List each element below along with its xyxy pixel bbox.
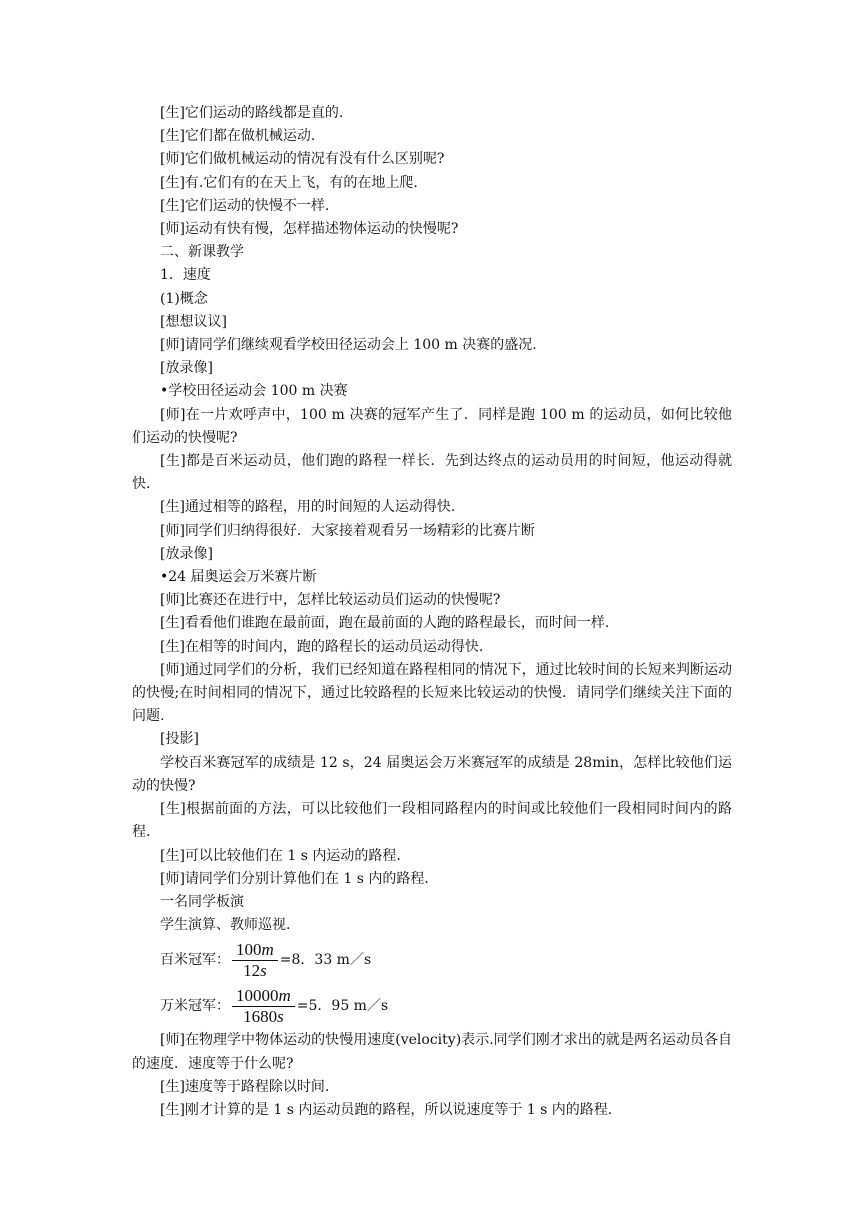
subsection-heading: (1)概念: [160, 290, 208, 307]
paragraph: [生]速度等于路程除以时间.: [160, 1078, 330, 1095]
paragraph: [想想议议]: [160, 313, 227, 330]
paragraph: 学生演算、教师巡视.: [160, 917, 291, 934]
paragraph: [生]看看他们谁跑在最前面，跑在最前面的人跑的路程最长，而时间一样.: [160, 615, 610, 632]
fraction: [232, 986, 295, 1027]
paragraph: •学校田径运动会 100 m 决赛: [160, 383, 348, 400]
paragraph: [师]它们做机械运动的情况有没有什么区别呢?: [160, 151, 445, 168]
subsection-heading: 1．速度: [160, 267, 211, 284]
paragraph: [生]在相等的时间内，跑的路程长的运动员运动得快.: [160, 638, 484, 655]
fraction-numerator: 10000m: [232, 986, 295, 1007]
paragraph: [师]请同学们分别计算他们在 1 s 内的路程.: [160, 870, 429, 887]
paragraph: [生]通过相等的路程，用的时间短的人运动得快.: [160, 499, 456, 516]
paragraph: [生]刚才计算的是 1 s 内运动员跑的路程，所以说速度等于 1 s 内的路程.: [160, 1101, 613, 1118]
fraction-numerator: 100m: [232, 940, 278, 961]
fraction-denominator: 1680s: [243, 1006, 284, 1026]
paragraph: [放录像]: [160, 360, 213, 377]
paragraph: [生]根据前面的方法，可以比较他们一段相同路程内的时间或比较他们一段相同时间内的路程.: [132, 801, 732, 841]
fraction: [232, 940, 278, 981]
document-body: [132, 102, 732, 1122]
paragraph: 一名同学板演: [160, 893, 244, 910]
formula-label: 百米冠军：: [160, 951, 230, 968]
paragraph: [师]在一片欢呼声中，100 m 决赛的冠军产生了．同样是跑 100 m 的运动员，如何比较他们运动的快慢呢?: [132, 406, 732, 446]
paragraph: [生]都是百米运动员，他们跑的路程一样长．先到达终点的运动员用的时间短，他运动得就快.: [132, 453, 732, 493]
fraction-denominator: 12s: [243, 960, 267, 980]
formula-label: 万米冠军：: [160, 997, 230, 1014]
paragraph: [师]通过同学们的分析，我们已经知道在路程相同的情况下，通过比较时间的长短来判断运动的快慢;在时间相同的情况下，通过比较路程的长短来比较运动的快慢．请同学们继续关注下面的问题.: [132, 661, 732, 725]
section-heading: 二、新课教学: [160, 244, 244, 261]
paragraph: [生]它们运动的路线都是直的.: [160, 105, 344, 121]
paragraph: •24 届奥运会万米赛片断: [160, 569, 317, 586]
formula-10000m: [132, 983, 732, 1029]
paragraph: [师]同学们归纳得很好．大家接着观看另一场精彩的比赛片断: [160, 522, 535, 539]
paragraph: [师]运动有快有慢，怎样描述物体运动的快慢呢?: [160, 221, 459, 238]
paragraph: [投影]: [160, 731, 199, 748]
paragraph: [师]在物理学中物体运动的快慢用速度(velocity)表示.同学们刚才求出的就是两名运动员各自的速度．速度等于什么呢?: [132, 1032, 732, 1072]
paragraph: [放录像]: [160, 545, 213, 562]
paragraph: [师]请同学们继续观看学校田径运动会上 100 m 决赛的盛况.: [160, 337, 537, 354]
paragraph: [生]有.它们有的在天上飞，有的在地上爬.: [160, 174, 418, 191]
paragraph: 学校百米赛冠军的成绩是 12 s，24 届奥运会万米赛冠军的成绩是 28min，怎样比较他们运动的快慢?: [132, 754, 732, 794]
formula-result: =8．33 m／s: [279, 951, 372, 968]
formula-result: =5．95 m／s: [296, 997, 389, 1014]
paragraph: [生]可以比较他们在 1 s 内运动的路程.: [160, 847, 401, 864]
formula-100m: [132, 937, 732, 983]
paragraph: [生]它们都在做机械运动.: [160, 128, 316, 145]
paragraph: [师]比赛还在进行中，怎样比较运动员们运动的快慢呢?: [160, 592, 501, 609]
paragraph: [生]它们运动的快慢不一样.: [160, 197, 330, 214]
